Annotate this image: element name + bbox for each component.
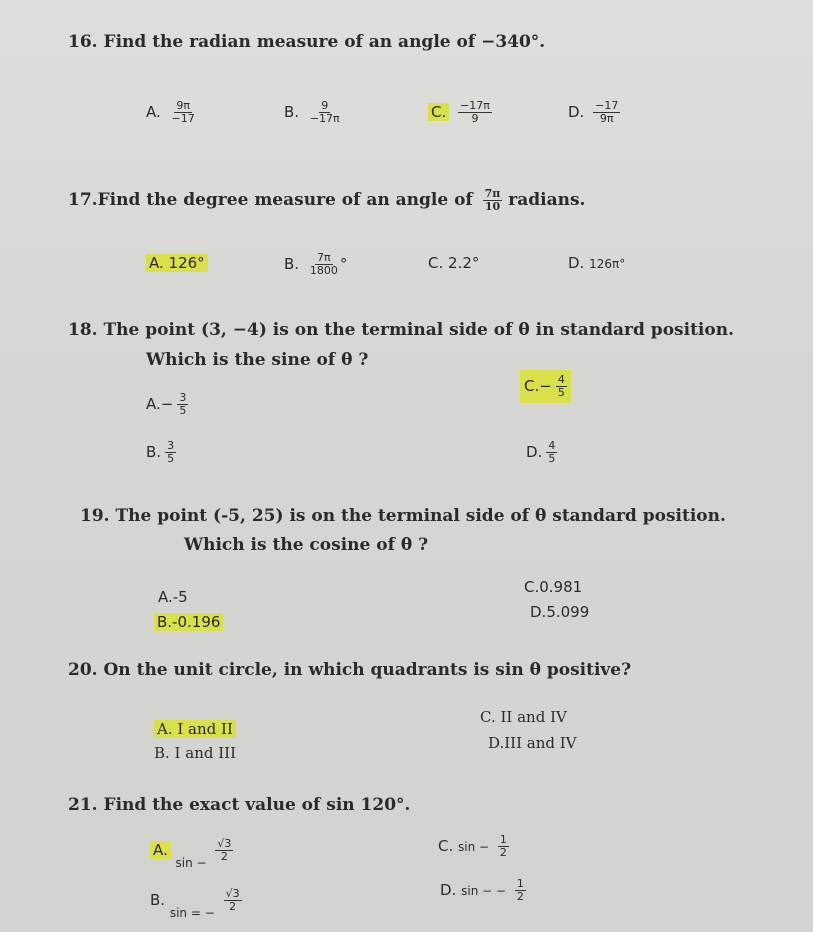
degree-sign: ° bbox=[339, 255, 348, 274]
numerator: √3 bbox=[225, 887, 240, 900]
denominator: −17π bbox=[309, 112, 340, 126]
option-21-a[interactable] bbox=[150, 837, 233, 871]
fraction bbox=[170, 100, 197, 125]
question-text: The point (3, −4) is on the terminal side of θ in standard position. bbox=[103, 320, 734, 340]
question-number: 16. bbox=[68, 32, 98, 52]
denominator: 1800 bbox=[309, 264, 338, 278]
option-19-c[interactable]: C.0.981 bbox=[524, 578, 583, 596]
question-number: 17. bbox=[68, 190, 98, 211]
question-text: Find the degree measure of an angle of bbox=[97, 190, 473, 211]
option-lhs: sin − bbox=[175, 856, 207, 871]
option-20-a[interactable] bbox=[154, 720, 236, 738]
question-20 bbox=[68, 660, 631, 680]
option-17-b[interactable] bbox=[284, 252, 347, 277]
denominator: 2 bbox=[229, 900, 237, 914]
option-lhs: sin − − bbox=[461, 884, 507, 899]
fraction bbox=[556, 374, 567, 399]
option-20-c[interactable]: C. II and IV bbox=[480, 708, 567, 726]
fraction bbox=[215, 838, 233, 863]
option-19-a[interactable]: A.-5 bbox=[158, 588, 188, 606]
option-16-d[interactable] bbox=[568, 100, 620, 125]
denominator: 2 bbox=[516, 890, 524, 904]
numerator: 9π bbox=[176, 99, 190, 112]
option-21-b[interactable] bbox=[150, 887, 242, 921]
highlighted-answer: B.-0.196 bbox=[154, 613, 223, 631]
option-letter: A. bbox=[146, 103, 161, 122]
fraction bbox=[546, 440, 557, 465]
question-21 bbox=[68, 795, 410, 815]
option-20-b[interactable]: B. I and III bbox=[154, 744, 237, 762]
question-19 bbox=[80, 506, 726, 526]
option-letter: C. bbox=[438, 837, 454, 856]
fraction bbox=[308, 252, 340, 277]
option-letter: A. bbox=[150, 841, 171, 859]
question-text: Find the exact value of sin 120°. bbox=[103, 795, 411, 815]
numerator: 7π bbox=[484, 187, 501, 200]
denominator: −17 bbox=[171, 112, 195, 126]
highlighted-answer bbox=[520, 370, 571, 403]
option-16-c[interactable] bbox=[428, 100, 492, 125]
numerator: 9 bbox=[321, 99, 329, 112]
numerator: 3 bbox=[179, 391, 187, 404]
option-21-d[interactable] bbox=[440, 878, 526, 903]
option-18-b[interactable] bbox=[146, 440, 176, 465]
question-18 bbox=[68, 320, 734, 340]
highlighted-answer bbox=[146, 254, 208, 272]
question-number: 20. bbox=[68, 660, 98, 680]
denominator: 9π bbox=[599, 112, 614, 126]
fraction bbox=[498, 834, 509, 859]
fraction bbox=[165, 440, 176, 465]
numerator: √3 bbox=[217, 837, 232, 850]
question-number: 21. bbox=[68, 795, 98, 815]
option-18-a[interactable] bbox=[146, 392, 188, 417]
option-16-a[interactable] bbox=[146, 100, 197, 125]
option-lhs: sin − bbox=[458, 840, 490, 855]
question-18-line2: Which is the sine of θ ? bbox=[146, 350, 369, 370]
option-value: 2.2° bbox=[448, 254, 480, 272]
fraction bbox=[224, 888, 242, 913]
numerator: 4 bbox=[557, 373, 565, 386]
numerator: −17 bbox=[595, 99, 619, 112]
option-letter: D. bbox=[568, 254, 585, 272]
fraction bbox=[177, 392, 188, 417]
numerator: 3 bbox=[167, 439, 175, 452]
option-16-b[interactable] bbox=[284, 100, 342, 125]
option-letter: D. bbox=[526, 443, 543, 462]
option-letter: C. bbox=[428, 103, 449, 121]
denominator: 2 bbox=[499, 846, 507, 860]
sign: − bbox=[539, 377, 552, 396]
question-text-end: radians. bbox=[508, 190, 586, 211]
option-21-c[interactable] bbox=[438, 834, 509, 859]
option-letter: A. bbox=[149, 254, 164, 272]
fraction bbox=[515, 878, 526, 903]
denominator: 5 bbox=[179, 404, 187, 418]
fraction bbox=[458, 100, 492, 125]
option-letter: A. bbox=[146, 395, 161, 414]
question-19-line2: Which is the cosine of θ ? bbox=[184, 535, 429, 555]
numerator: 7π bbox=[317, 251, 331, 264]
question-17 bbox=[68, 188, 585, 213]
denominator: 2 bbox=[220, 850, 228, 864]
option-value: 126π° bbox=[589, 257, 626, 271]
question-16 bbox=[68, 32, 545, 52]
question-text: The point (-5, 25) is on the terminal side of θ standard position. bbox=[115, 506, 726, 526]
denominator: 5 bbox=[548, 452, 556, 466]
numerator: 4 bbox=[548, 439, 556, 452]
option-17-d[interactable] bbox=[568, 254, 625, 272]
denominator: 5 bbox=[557, 386, 565, 400]
option-letter: C. bbox=[524, 377, 540, 396]
option-letter: B. bbox=[284, 103, 300, 122]
option-letter: B. bbox=[284, 255, 300, 274]
option-20-d[interactable]: D.III and IV bbox=[488, 734, 577, 752]
denominator: 10 bbox=[484, 200, 501, 214]
numerator: 1 bbox=[516, 877, 524, 890]
question-text: On the unit circle, in which quadrants is sin θ positive? bbox=[103, 660, 632, 680]
option-17-c[interactable] bbox=[428, 254, 479, 272]
option-letter: D. bbox=[568, 103, 585, 122]
option-17-a[interactable] bbox=[146, 254, 208, 272]
option-19-d[interactable]: D.5.099 bbox=[530, 603, 590, 621]
question-number: 18. bbox=[68, 320, 98, 340]
fraction bbox=[593, 100, 620, 125]
fraction bbox=[483, 188, 503, 213]
option-letter: C. bbox=[428, 254, 444, 272]
option-letter: B. bbox=[150, 891, 166, 910]
fraction bbox=[308, 100, 342, 125]
numerator: 1 bbox=[499, 833, 507, 846]
numerator: −17π bbox=[460, 99, 490, 112]
denominator: 9 bbox=[471, 112, 479, 126]
highlighted-answer: A. I and II bbox=[154, 720, 236, 738]
option-18-d[interactable] bbox=[526, 440, 557, 465]
sign: − bbox=[160, 395, 174, 414]
option-18-c[interactable] bbox=[520, 370, 571, 403]
option-19-b[interactable] bbox=[154, 613, 223, 631]
option-lhs: sin = − bbox=[169, 906, 215, 921]
question-number: 19. bbox=[80, 506, 110, 526]
option-letter: D. bbox=[440, 881, 457, 900]
question-text: Find the radian measure of an angle of −340°. bbox=[103, 32, 546, 52]
option-letter: B. bbox=[146, 443, 162, 462]
denominator: 5 bbox=[167, 452, 175, 466]
option-value: 126° bbox=[168, 254, 205, 272]
